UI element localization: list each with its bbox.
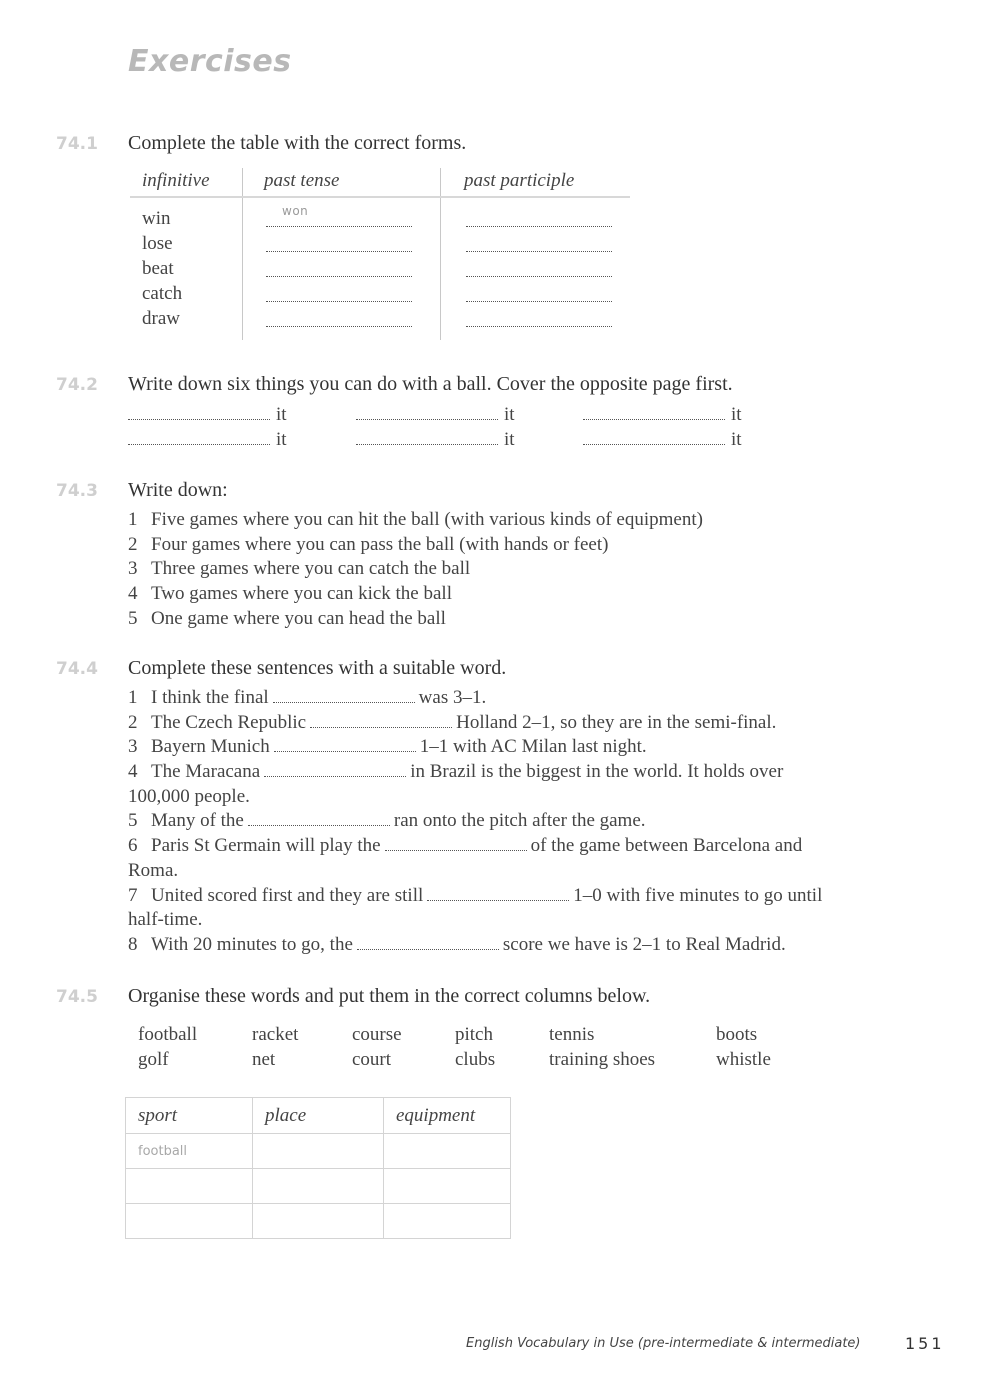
past-participle-blank[interactable] — [466, 262, 612, 277]
table-cell[interactable] — [384, 1134, 511, 1169]
item-number: 4 — [128, 761, 138, 783]
header-divider — [130, 196, 630, 198]
table-row — [126, 1169, 511, 1204]
suffix-it: it — [731, 404, 742, 425]
sentence-blank[interactable] — [357, 937, 499, 950]
past-participle-blank[interactable] — [466, 237, 612, 252]
sentence-after: Holland 2–1, so they are in the semi-final. — [456, 711, 777, 733]
item-number: 2 — [128, 711, 138, 733]
exercise-number-74-2: 74.2 — [56, 375, 98, 395]
list-item — [128, 557, 703, 582]
sentence-blank[interactable] — [310, 715, 452, 728]
sentence-before: The Maracana — [151, 761, 261, 783]
sentence-item — [128, 760, 822, 785]
answer-blank[interactable] — [128, 407, 270, 420]
answer-blank[interactable] — [583, 407, 725, 420]
exercise-instruction-74-1: Complete the table with the correct forms. — [128, 132, 467, 154]
item-number: 5 — [128, 607, 138, 629]
sentence-after: in Brazil is the biggest in the world. It holds over — [410, 761, 784, 783]
list-item — [128, 582, 703, 607]
sentence-after: 1–1 with AC Milan last night. — [419, 736, 647, 758]
sentence-continuation: 100,000 people. — [128, 785, 250, 807]
header-place: place — [253, 1098, 384, 1134]
sentence-before: Paris St Germain will play the — [151, 835, 381, 857]
item-number: 7 — [128, 884, 138, 906]
item-number: 2 — [128, 533, 138, 555]
infinitive-cell: draw — [142, 308, 180, 329]
table-cell[interactable] — [253, 1169, 384, 1204]
answer-blank[interactable] — [356, 407, 498, 420]
item-text: Three games where you can catch the ball — [151, 558, 471, 580]
suffix-it: it — [276, 429, 287, 450]
past-tense-blank[interactable] — [266, 287, 412, 302]
item-number: 4 — [128, 583, 138, 605]
header-equipment: equipment — [384, 1098, 511, 1134]
sentence-blank[interactable] — [385, 838, 527, 851]
exercise-number-74-5: 74.5 — [56, 987, 98, 1007]
sentence-item — [128, 711, 822, 736]
table-row — [126, 1134, 511, 1169]
header-sport: sport — [126, 1098, 253, 1134]
sentence-item — [128, 735, 822, 760]
past-tense-blank[interactable] — [266, 262, 412, 277]
table-row — [130, 233, 630, 258]
item-text: Five games where you can hit the ball (with various kinds of equipment) — [151, 509, 703, 530]
item-number: 1 — [128, 509, 138, 530]
table-row — [130, 283, 630, 308]
sentence-before: United scored first and they are still — [151, 884, 424, 906]
item-number: 3 — [128, 736, 138, 758]
sentence-item — [128, 933, 822, 958]
word-item: whistle — [716, 1049, 771, 1070]
sentence-after: ran onto the pitch after the game. — [393, 810, 646, 832]
sentence-blank[interactable] — [273, 690, 415, 703]
sentence-after: was 3–1. — [418, 687, 487, 708]
table-cell[interactable] — [384, 1204, 511, 1239]
answer-slot — [128, 429, 287, 451]
classification-table — [125, 1097, 511, 1239]
exercise-number-74-4: 74.4 — [56, 659, 98, 679]
infinitive-cell: catch — [142, 283, 183, 304]
sentence-before: I think the final — [151, 687, 269, 708]
answer-slot — [583, 404, 742, 426]
table-row — [130, 204, 630, 233]
infinitive-cell: lose — [142, 233, 173, 254]
suffix-it: it — [731, 429, 742, 450]
forms-table — [130, 168, 630, 343]
past-participle-blank[interactable] — [466, 312, 612, 327]
exercise-number-74-1: 74.1 — [56, 134, 98, 154]
past-tense-blank[interactable] — [266, 312, 412, 327]
table-cell[interactable] — [384, 1169, 511, 1204]
word-item: net — [252, 1049, 276, 1070]
table-row — [126, 1204, 511, 1239]
header-past-tense: past tense — [264, 170, 340, 191]
sentence-item — [128, 884, 822, 909]
exercise-instruction-74-5: Organise these words and put them in the correct columns below. — [128, 985, 651, 1007]
word-item: golf — [138, 1049, 169, 1070]
table-cell[interactable] — [126, 1204, 253, 1239]
sentence-before: The Czech Republic — [151, 711, 307, 733]
sentence-blank[interactable] — [264, 764, 406, 777]
list-item — [128, 533, 703, 558]
word-item: clubs — [455, 1049, 496, 1070]
infinitive-cell: beat — [142, 258, 174, 279]
table-cell[interactable] — [126, 1169, 253, 1204]
past-tense-blank[interactable] — [266, 237, 412, 252]
suffix-it: it — [504, 404, 515, 425]
word-item: racket — [252, 1024, 299, 1045]
past-participle-blank[interactable] — [466, 212, 612, 227]
answer-slot — [128, 404, 287, 426]
word-item: football — [138, 1024, 198, 1045]
page-title: Exercises — [128, 44, 292, 79]
answer-slot — [356, 429, 515, 451]
suffix-it: it — [504, 429, 515, 450]
answer-blank[interactable] — [356, 432, 498, 445]
sentence-after: of the game between Barcelona and — [530, 835, 803, 857]
item-number: 1 — [128, 687, 138, 708]
sentence-item — [128, 686, 822, 711]
table-cell[interactable] — [253, 1204, 384, 1239]
exercise-instruction-74-2: Write down six things you can do with a ball. Cover the opposite page first. — [128, 373, 733, 395]
exercise-number-74-3: 74.3 — [56, 481, 98, 501]
word-item: tennis — [549, 1024, 595, 1045]
list-item — [128, 508, 703, 533]
sentence-item — [128, 834, 822, 859]
list-item — [128, 607, 703, 632]
header-past-participle: past participle — [464, 170, 575, 191]
table-row — [130, 258, 630, 283]
answer-blank[interactable] — [128, 432, 270, 445]
word-item: boots — [716, 1024, 758, 1045]
sentence-before: With 20 minutes to go, the — [151, 933, 353, 955]
item-number: 5 — [128, 810, 138, 832]
word-item: pitch — [455, 1024, 493, 1045]
handwritten-answer: won — [282, 204, 309, 218]
infinitive-cell: win — [142, 208, 171, 229]
item-text: Four games where you can pass the ball (with hands or feet) — [151, 533, 609, 555]
sentence-blank[interactable] — [427, 888, 569, 901]
table-cell[interactable] — [253, 1134, 384, 1169]
book-title-footer: English Vocabulary in Use (pre-intermediate & intermediate) — [466, 1336, 861, 1351]
sentence-after: score we have is 2–1 to Real Madrid. — [502, 933, 786, 955]
sentence-list — [128, 686, 822, 958]
item-number: 6 — [128, 835, 138, 857]
handwritten-answer: football — [138, 1144, 188, 1159]
sentence-after: 1–0 with five minutes to go until — [573, 884, 823, 906]
item-number: 3 — [128, 558, 138, 580]
table-row — [130, 308, 630, 333]
header-infinitive: infinitive — [142, 170, 210, 191]
table-header-row — [126, 1098, 511, 1134]
write-down-list — [128, 508, 703, 631]
word-item: course — [352, 1024, 402, 1045]
sentence-blank[interactable] — [248, 813, 390, 826]
word-item: training shoes — [549, 1049, 656, 1070]
item-number: 8 — [128, 933, 138, 955]
answer-slot — [356, 404, 515, 426]
exercise-instruction-74-3: Write down: — [128, 479, 228, 501]
exercise-instruction-74-4: Complete these sentences with a suitable word. — [128, 657, 507, 679]
page-number: 151 — [905, 1334, 945, 1353]
suffix-it: it — [276, 404, 287, 425]
answer-slot — [583, 429, 742, 451]
table-cell[interactable] — [126, 1134, 253, 1169]
past-participle-blank[interactable] — [466, 287, 612, 302]
sentence-continuation: half-time. — [128, 909, 203, 931]
item-text: One game where you can head the ball — [151, 607, 446, 629]
sentence-item — [128, 809, 822, 834]
item-text: Two games where you can kick the ball — [151, 583, 452, 605]
sentence-before: Bayern Munich — [151, 736, 270, 758]
past-tense-blank[interactable] — [266, 204, 412, 227]
answer-blank[interactable] — [583, 432, 725, 445]
sentence-before: Many of the — [151, 810, 244, 832]
sentence-continuation: Roma. — [128, 859, 179, 881]
sentence-blank[interactable] — [274, 739, 416, 752]
word-item: court — [352, 1049, 392, 1070]
